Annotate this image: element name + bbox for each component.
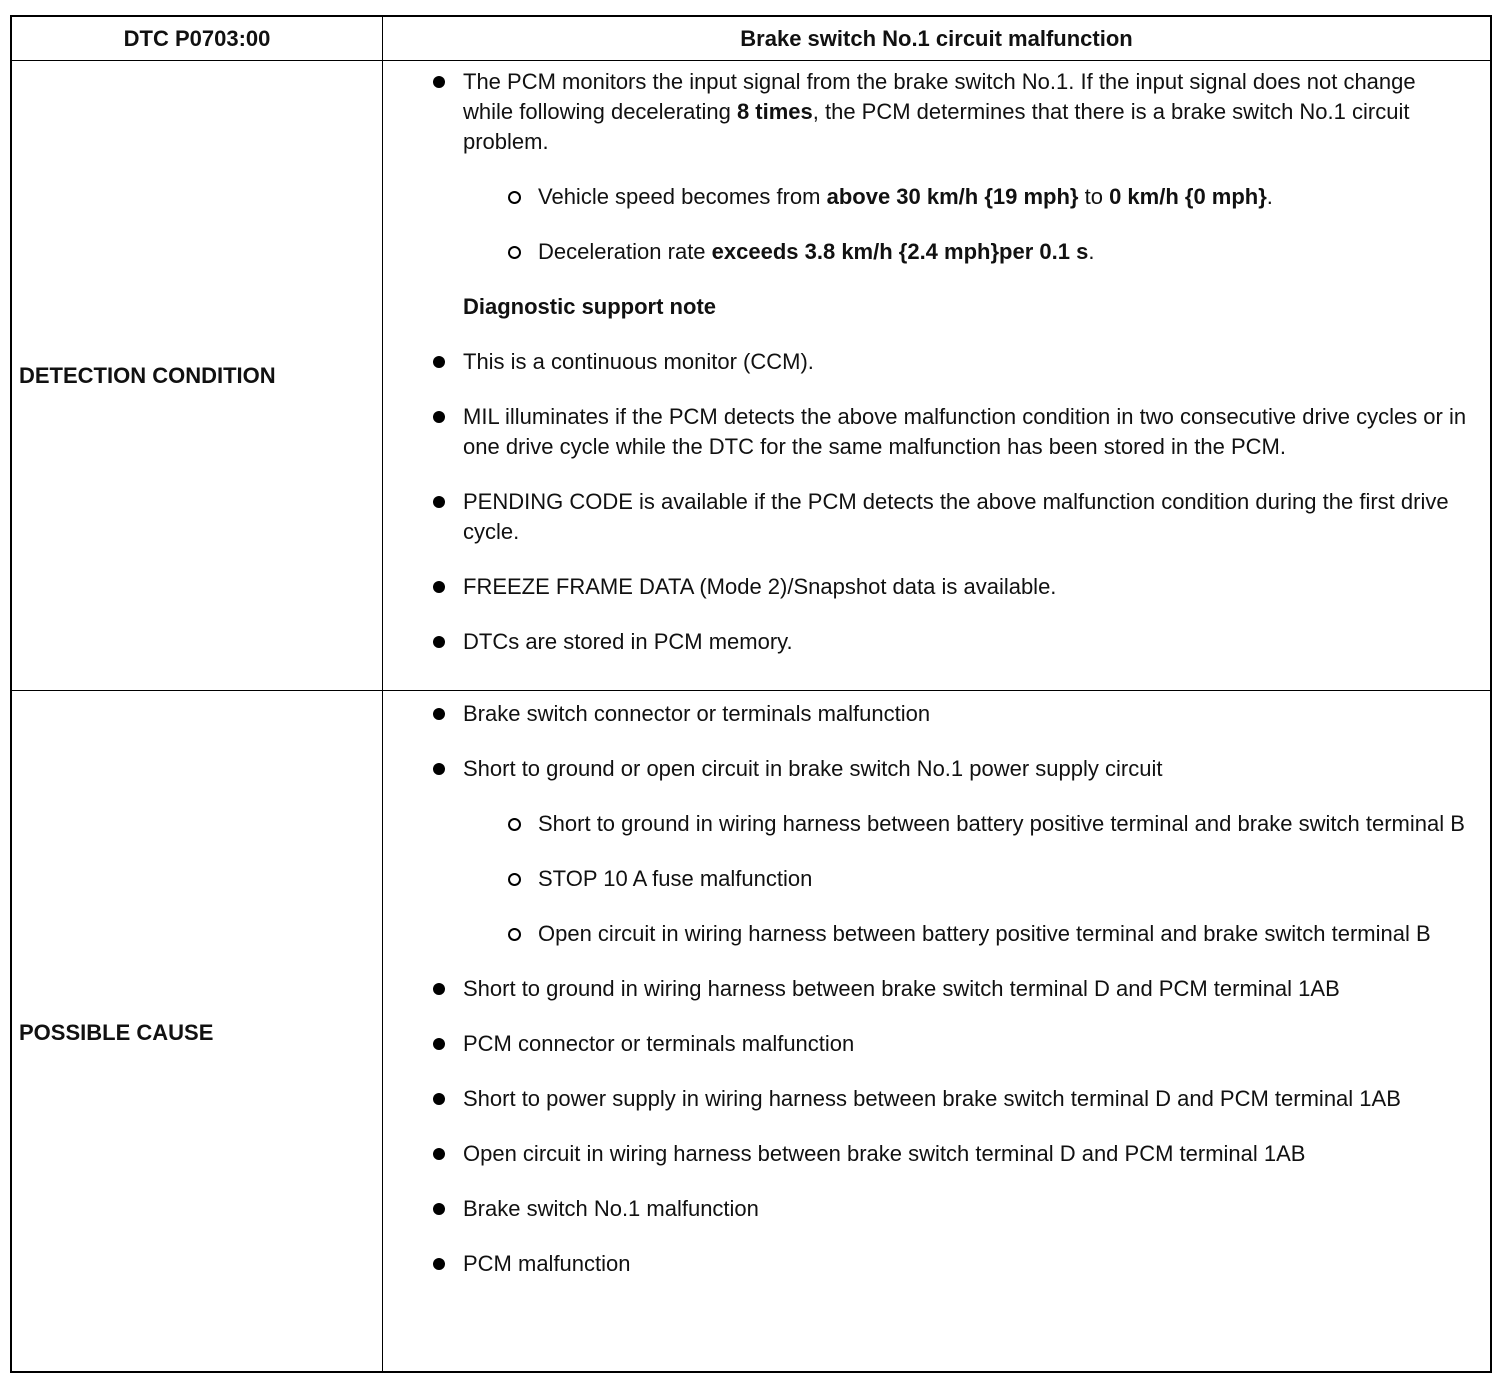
list-item: PENDING CODE is available if the PCM detects the above malfunction condition during the first drive cycle. (383, 487, 1490, 547)
bullet-icon (433, 76, 445, 88)
list-item: Brake switch No.1 malfunction (383, 1194, 1490, 1224)
circle-bullet-icon (508, 818, 521, 831)
bullet-icon (433, 411, 445, 423)
dtc-code: DTC P0703:00 (123, 25, 271, 51)
bullet-icon (433, 763, 445, 775)
bullet-icon (433, 1148, 445, 1160)
possible-cause-content (383, 699, 1490, 1304)
sub-list-item: Short to ground in wiring harness between battery positive terminal and brake switch terminal B (383, 809, 1490, 839)
bullet-icon (433, 581, 445, 593)
list-item: MIL illuminates if the PCM detects the above malfunction condition in two consecutive drive cycles or in one drive cycle while the DTC for the same malfunction has been stored in the PCM. (383, 402, 1490, 462)
detection-condition-content (383, 67, 1490, 682)
list-item: Short to ground in wiring harness between brake switch terminal D and PCM terminal 1AB (383, 974, 1490, 1004)
bullet-icon (433, 983, 445, 995)
list-item: Short to ground or open circuit in brake switch No.1 power supply circuit (383, 754, 1490, 784)
header-divider (12, 60, 1490, 61)
bullet-icon (433, 356, 445, 368)
circle-bullet-icon (508, 873, 521, 886)
dtc-table (10, 15, 1492, 1373)
diagnostic-support-note: Diagnostic support note (463, 294, 716, 319)
detection-condition-label: DETECTION CONDITION (19, 363, 276, 388)
circle-bullet-icon (508, 191, 521, 204)
bullet-icon (433, 1203, 445, 1215)
circle-bullet-icon (508, 928, 521, 941)
sub-list-item: Deceleration rate exceeds 3.8 km/h {2.4 mph}per 0.1 s. (383, 237, 1490, 267)
dtc-title: Brake switch No.1 circuit malfunction (740, 25, 1133, 51)
bullet-icon (433, 1038, 445, 1050)
bullet-icon (433, 1258, 445, 1270)
list-item: The PCM monitors the input signal from the brake switch No.1. If the input signal does not change while following decelerating 8 times, the PCM determines that there is a brake switch No.1 circuit problem. (383, 67, 1490, 157)
list-item: This is a continuous monitor (CCM). (383, 347, 1490, 377)
sub-list-item: Open circuit in wiring harness between battery positive terminal and brake switch terminal B (383, 919, 1490, 949)
circle-bullet-icon (508, 246, 521, 259)
list-item: PCM connector or terminals malfunction (383, 1029, 1490, 1059)
list-item: FREEZE FRAME DATA (Mode 2)/Snapshot data is available. (383, 572, 1490, 602)
bullet-icon (433, 636, 445, 648)
list-item: Open circuit in wiring harness between brake switch terminal D and PCM terminal 1AB (383, 1139, 1490, 1169)
bullet-icon (433, 496, 445, 508)
list-item: DTCs are stored in PCM memory. (383, 627, 1490, 657)
bullet-icon (433, 708, 445, 720)
list-item: Brake switch connector or terminals malfunction (383, 699, 1490, 729)
list-item: Short to power supply in wiring harness between brake switch terminal D and PCM terminal 1AB (383, 1084, 1490, 1114)
row-divider (12, 690, 1490, 691)
sub-list-item: STOP 10 A fuse malfunction (383, 864, 1490, 894)
list-item: PCM malfunction (383, 1249, 1490, 1279)
possible-cause-label: POSSIBLE CAUSE (19, 1020, 214, 1045)
bullet-icon (433, 1093, 445, 1105)
sub-list-item: Vehicle speed becomes from above 30 km/h {19 mph} to 0 km/h {0 mph}. (383, 182, 1490, 212)
